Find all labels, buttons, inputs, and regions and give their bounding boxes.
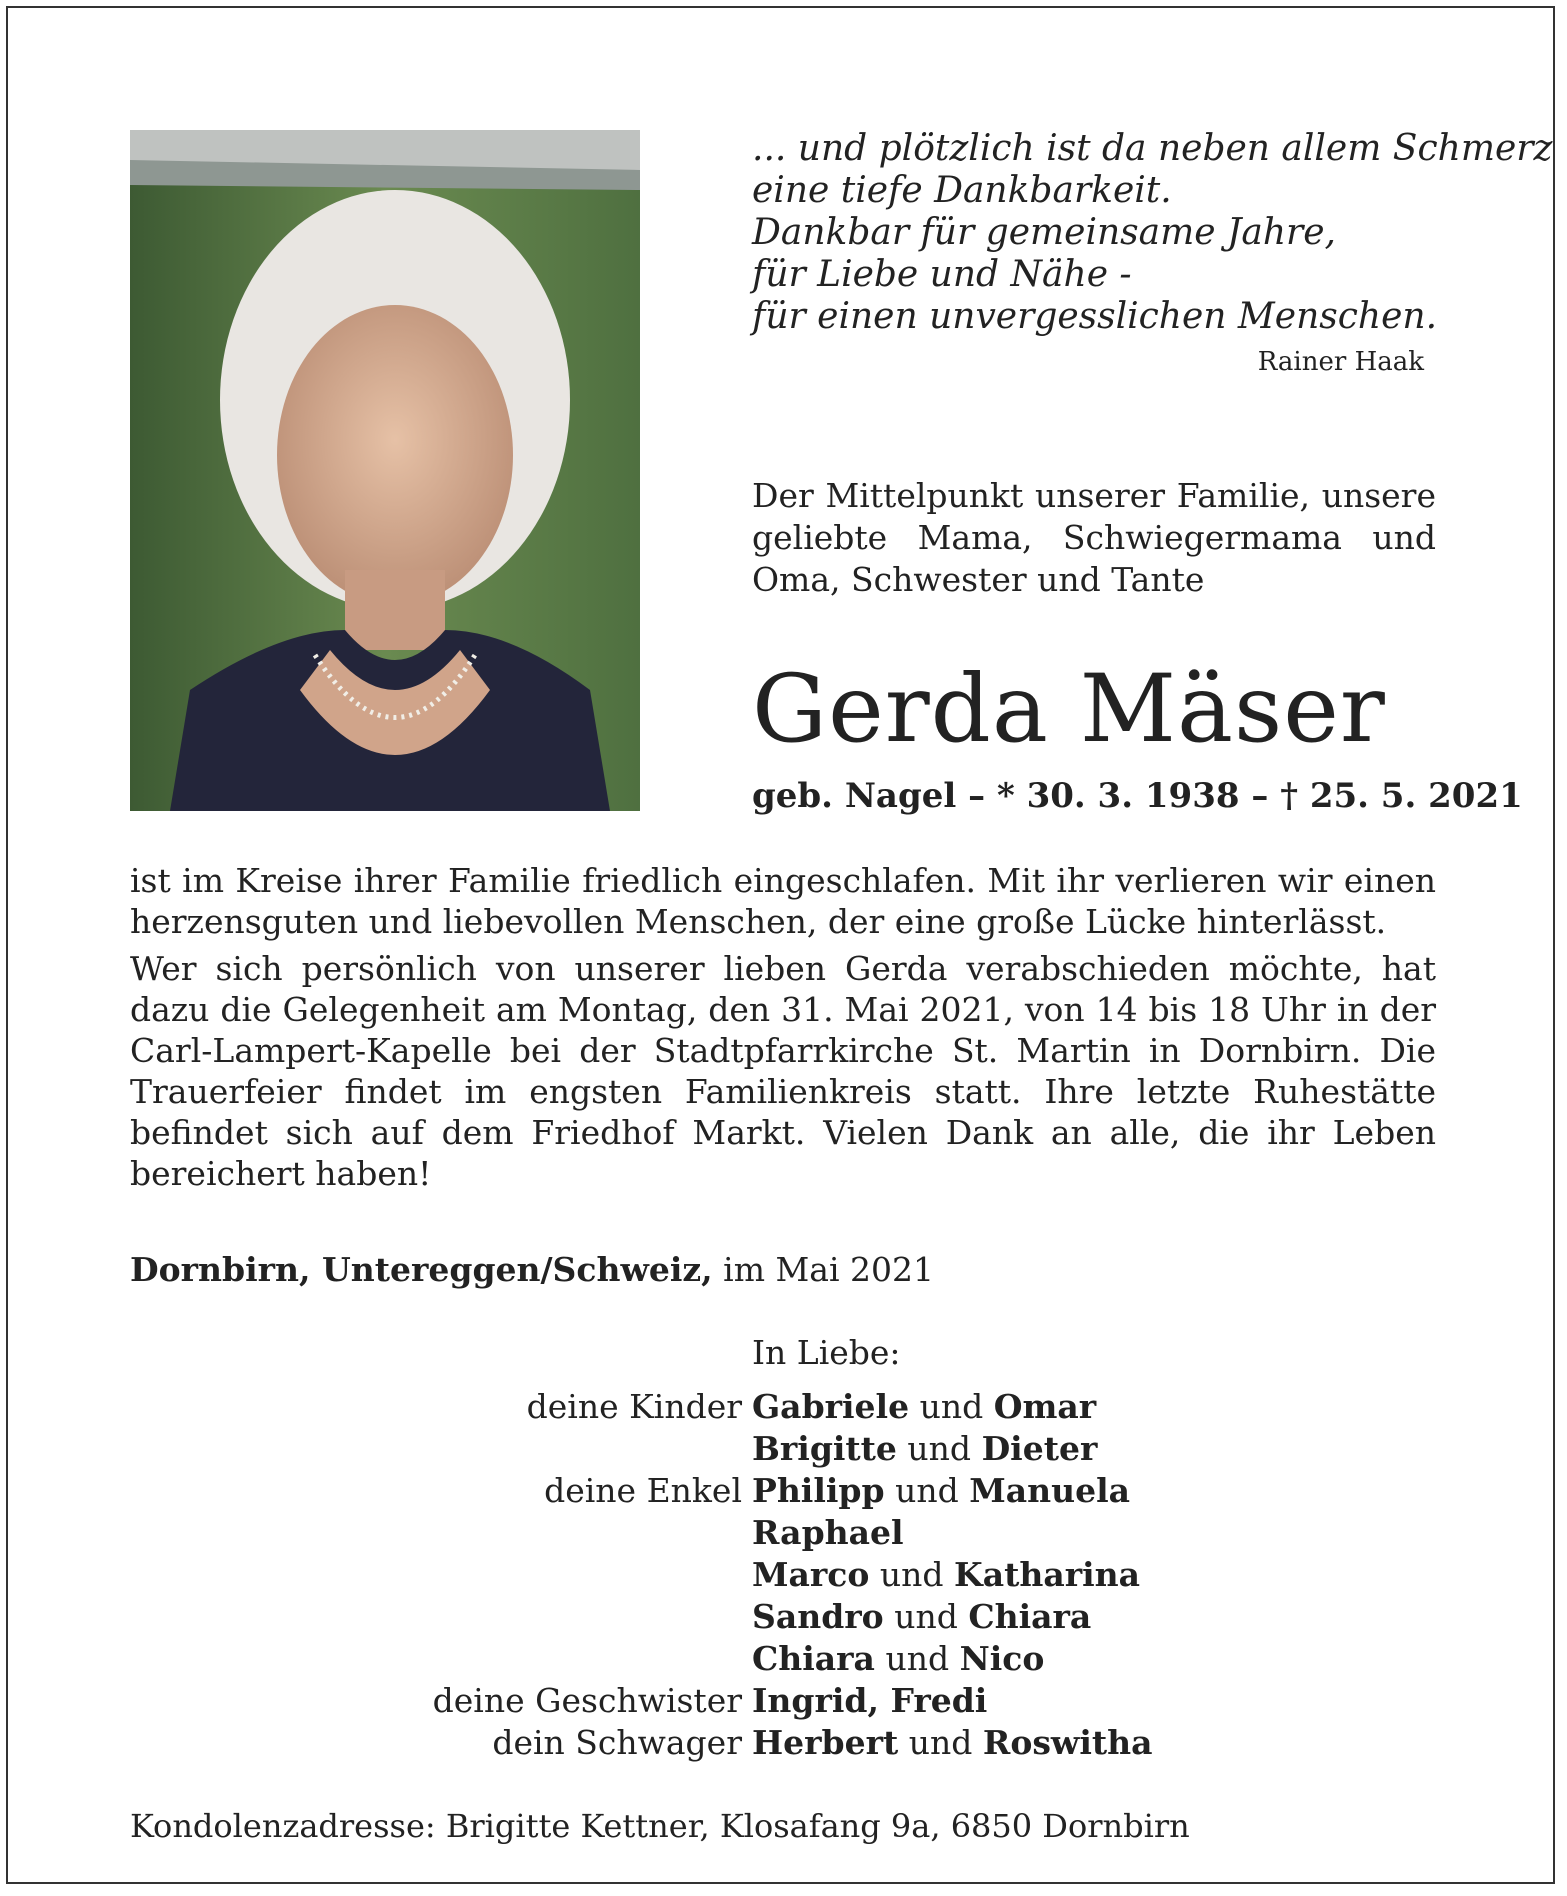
family-names: [752, 1596, 1091, 1638]
name-b: Katharina: [954, 1555, 1141, 1594]
poem-author: Rainer Haak: [1257, 347, 1424, 377]
poem: [752, 128, 1553, 338]
family-names: [752, 1554, 1140, 1596]
conjunction: und: [919, 1387, 984, 1426]
family-list: [130, 1386, 1436, 1764]
place-date-line: [130, 1250, 934, 1289]
relation-label: [130, 1554, 752, 1596]
name-b: Dieter: [981, 1429, 1098, 1468]
family-row: [130, 1428, 1436, 1470]
family-row: [130, 1722, 1436, 1764]
announcement-body: [130, 860, 1436, 1200]
relation-label: deine Kinder: [526, 1387, 742, 1426]
family-row: [130, 1512, 1436, 1554]
condolence-address: Kondolenzadresse: Brigitte Kettner, Klosafang 9a, 6850 Dornbirn: [130, 1807, 1190, 1845]
conjunction: und: [879, 1555, 944, 1594]
name-a: Brigitte: [752, 1429, 897, 1468]
poem-line: für Liebe und Nähe -: [752, 254, 1132, 295]
name-a: Chiara: [752, 1639, 875, 1678]
family-names: [752, 1428, 1097, 1470]
portrait-photo: [130, 130, 640, 811]
name-b: Chiara: [968, 1597, 1092, 1636]
name-b: Nico: [959, 1639, 1045, 1678]
body-paragraph: Wer sich persönlich von unserer lieben Gerda verabschieden möchte, hat dazu die Gelegenheit am Montag, den 31. Mai 2021, von 14 bis 18 Uhr in der Carl-Lampert-Kapelle bei der Stadtpfarrkirche St. Martin in Dornbirn. Die Trauerfeier findet im engsten Familienkreis statt. Ihre letzte Ruhestätte befindet sich auf dem Friedhof Markt. Vielen Dank an alle, die ihr Leben bereichert haben!: [130, 949, 1436, 1193]
name-a: Marco: [752, 1555, 870, 1594]
conjunction: und: [894, 1597, 958, 1636]
family-row: [130, 1680, 1436, 1722]
life-dates: geb. Nagel – * 30. 3. 1938 – † 25. 5. 2021: [752, 776, 1523, 816]
name-a: Sandro: [752, 1597, 884, 1636]
intro-text: Der Mittelpunkt unserer Familie, unsere geliebte Mama, Schwiegermama und Oma, Schwester und Tante: [752, 476, 1436, 599]
name-b: Manuela: [969, 1471, 1131, 1510]
name-a: Philipp: [752, 1471, 885, 1510]
family-names: [752, 1638, 1044, 1680]
relation-label: [130, 1596, 752, 1638]
name-a: Gabriele: [752, 1387, 910, 1426]
family-row: [130, 1554, 1436, 1596]
deceased-name: Gerda Mäser: [752, 655, 1386, 764]
poem-line: ... und plötzlich ist da neben allem Schmerz: [752, 128, 1553, 169]
family-row: [130, 1596, 1436, 1638]
conjunction: und: [907, 1429, 972, 1468]
poem-line: Dankbar für gemeinsame Jahre,: [752, 212, 1336, 253]
family-row: [130, 1638, 1436, 1680]
body-paragraph: ist im Kreise ihrer Familie friedlich eingeschlafen. Mit ihr verlieren wir einen herzensguten und liebevollen Menschen, der eine große Lücke hinterlässt.: [130, 861, 1436, 941]
family-row: [130, 1386, 1436, 1428]
name-a: Raphael: [752, 1513, 904, 1552]
relation-label: [130, 1638, 752, 1680]
in-love-heading: In Liebe:: [752, 1333, 901, 1372]
relation-label: deine Enkel: [544, 1471, 742, 1510]
name-b: Omar: [993, 1387, 1097, 1426]
conjunction: und: [885, 1639, 950, 1678]
conjunction: und: [908, 1723, 973, 1762]
family-names: [752, 1722, 1152, 1764]
relation-label: [130, 1512, 752, 1554]
poem-line: für einen unvergesslichen Menschen.: [752, 296, 1438, 337]
conjunction: und: [895, 1471, 959, 1510]
relation-label: [130, 1428, 752, 1470]
family-names: [752, 1512, 904, 1554]
relation-label: dein Schwager: [492, 1723, 742, 1762]
family-names: [752, 1386, 1096, 1428]
locations: Dornbirn, Untereggen/Schweiz,: [130, 1250, 713, 1289]
family-row: [130, 1470, 1436, 1512]
name-b: Roswitha: [982, 1723, 1153, 1762]
name-a: Ingrid, Fredi: [752, 1681, 988, 1720]
relation-label: deine Geschwister: [432, 1681, 742, 1720]
month-year: im Mai 2021: [723, 1250, 934, 1289]
family-names: [752, 1680, 987, 1722]
name-a: Herbert: [752, 1723, 899, 1762]
family-names: [752, 1470, 1130, 1512]
poem-line: eine tiefe Dankbarkeit.: [752, 170, 1172, 211]
